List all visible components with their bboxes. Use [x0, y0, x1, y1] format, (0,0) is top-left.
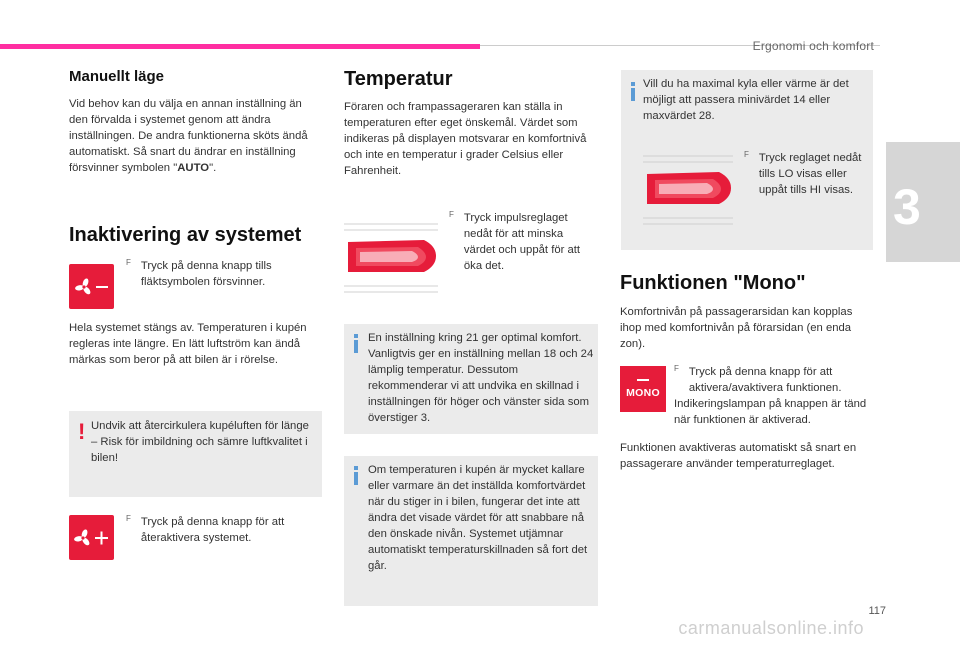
bullet-marker: F — [126, 258, 131, 267]
fan-minus-icon — [75, 277, 109, 297]
mono-button[interactable] — [620, 366, 666, 412]
bullet-marker: F — [744, 150, 749, 159]
info-box-comfort — [344, 324, 598, 434]
bullet-marker: F — [126, 514, 131, 523]
info-comfort-text: En inställning kring 21 ger optimal komfort. Vanligtvis ger en inställning mellan 18 och 24 lämplig temperatur. Dessutom rekommenderar vi att undvika en skillnad i inställningen för höger och vänster sida som överstiger 3. — [368, 332, 594, 424]
fan-plus-button[interactable] — [69, 515, 114, 560]
heading-manual-mode: Manuellt läge — [69, 68, 165, 85]
bullet-marker: F — [674, 364, 679, 373]
bullet-mono-text: Tryck på denna knapp för att aktivera/avaktivera funktionen. — [688, 366, 842, 394]
bullet-impulse-text: Tryck impulsreglaget nedåt för att minska värdet och uppåt för att öka det. — [463, 212, 581, 272]
manual-mode-paragraph — [69, 96, 321, 176]
bullet-reactivate — [126, 514, 321, 546]
bullet-impulse — [449, 210, 597, 274]
mono-button-label: MONO — [626, 387, 660, 399]
info-max-text: Vill du ha maximal kyla eller värme är det möjligt att passera minivärdet 14 eller maxvärdet 28. — [643, 78, 849, 122]
bullet-deactivate — [126, 258, 321, 290]
chapter-number: 3 — [893, 179, 921, 235]
top-accent-bar — [0, 44, 480, 49]
fan-minus-button[interactable] — [69, 264, 114, 309]
bullet-deactivate-text: Tryck på denna knapp tills fläktsymbolen försvinner. — [140, 260, 272, 288]
system-off-paragraph: Hela systemet stängs av. Temperaturen i kupén regleras inte längre. En lätt luftström kan ändå märkas som beror på att bilen är i rörelse. — [69, 322, 307, 366]
manual-text-pre: Vid behov kan du välja en annan inställning än den förvalda i systemet genom att ändra inställningen. De andra funktionerna sköts ändå automatiskt. Så snart du ändrar en inställning försvinner symbolen " — [69, 98, 308, 174]
mono-lamp-text: Indikeringslampan på knappen är tänd när funktionen är aktiverad. — [674, 398, 867, 426]
warning-box — [69, 411, 322, 497]
mono-indicator-lamp — [637, 379, 649, 381]
lo-hi-control-illustration — [643, 154, 733, 226]
info-difference-text: Om temperaturen i kupén är mycket kallare eller varmare än det inställda komfortvärdet när du stiger in i bilen, fungerar det inte att ändra det visade värdet för att snabbare nå den önskade nivån. Systemet utjämnar automatiskt temperaturskillnaden så fort det går. — [368, 464, 588, 572]
mono-paragraph: Komfortnivån på passagerarsidan kan kopplas ihop med komfortnivån på förarsidan (en enda zon). — [620, 306, 853, 350]
warning-text: Undvik att återcirkulera kupéluften för länge – Risk för imbildning och sämre luftkvalitet i bilen! — [91, 420, 309, 464]
section-title: Ergonomi och komfort — [752, 39, 874, 53]
bullet-lo-hi — [744, 150, 866, 198]
bullet-lo-hi-text: Tryck reglaget nedåt tills LO visas eller uppåt tills HI visas. — [758, 152, 862, 196]
auto-symbol-text: AUTO — [177, 162, 210, 174]
bullet-reactivate-text: Tryck på denna knapp för att återaktivera systemet. — [140, 516, 285, 544]
page-number: 117 — [868, 605, 886, 617]
watermark: carmanualsonline.info — [678, 618, 864, 638]
manual-text-post: ". — [209, 162, 217, 174]
temperature-control-illustration — [344, 222, 438, 294]
heading-temperature: Temperatur — [344, 68, 453, 90]
heading-deactivation: Inaktivering av systemet — [69, 224, 302, 246]
info-box-difference — [344, 456, 598, 606]
fan-plus-icon — [74, 527, 110, 549]
bullet-mono — [674, 364, 870, 396]
warning-icon: ! — [78, 419, 86, 444]
heading-mono: Funktionen "Mono" — [620, 272, 806, 294]
info-box-max — [621, 70, 873, 250]
temperature-paragraph: Föraren och frampassageraren kan ställa in temperaturen efter eget önskemål. Värdet som indikeras på displayen motsvarar en komfortnivå och inte en temperatur i grader Celsius eller Fahrenheit. — [344, 101, 587, 177]
bullet-marker: F — [449, 210, 454, 219]
mono-auto-off-paragraph: Funktionen avaktiveras automatiskt så snart en passagerare använder temperaturreglaget. — [620, 442, 857, 470]
